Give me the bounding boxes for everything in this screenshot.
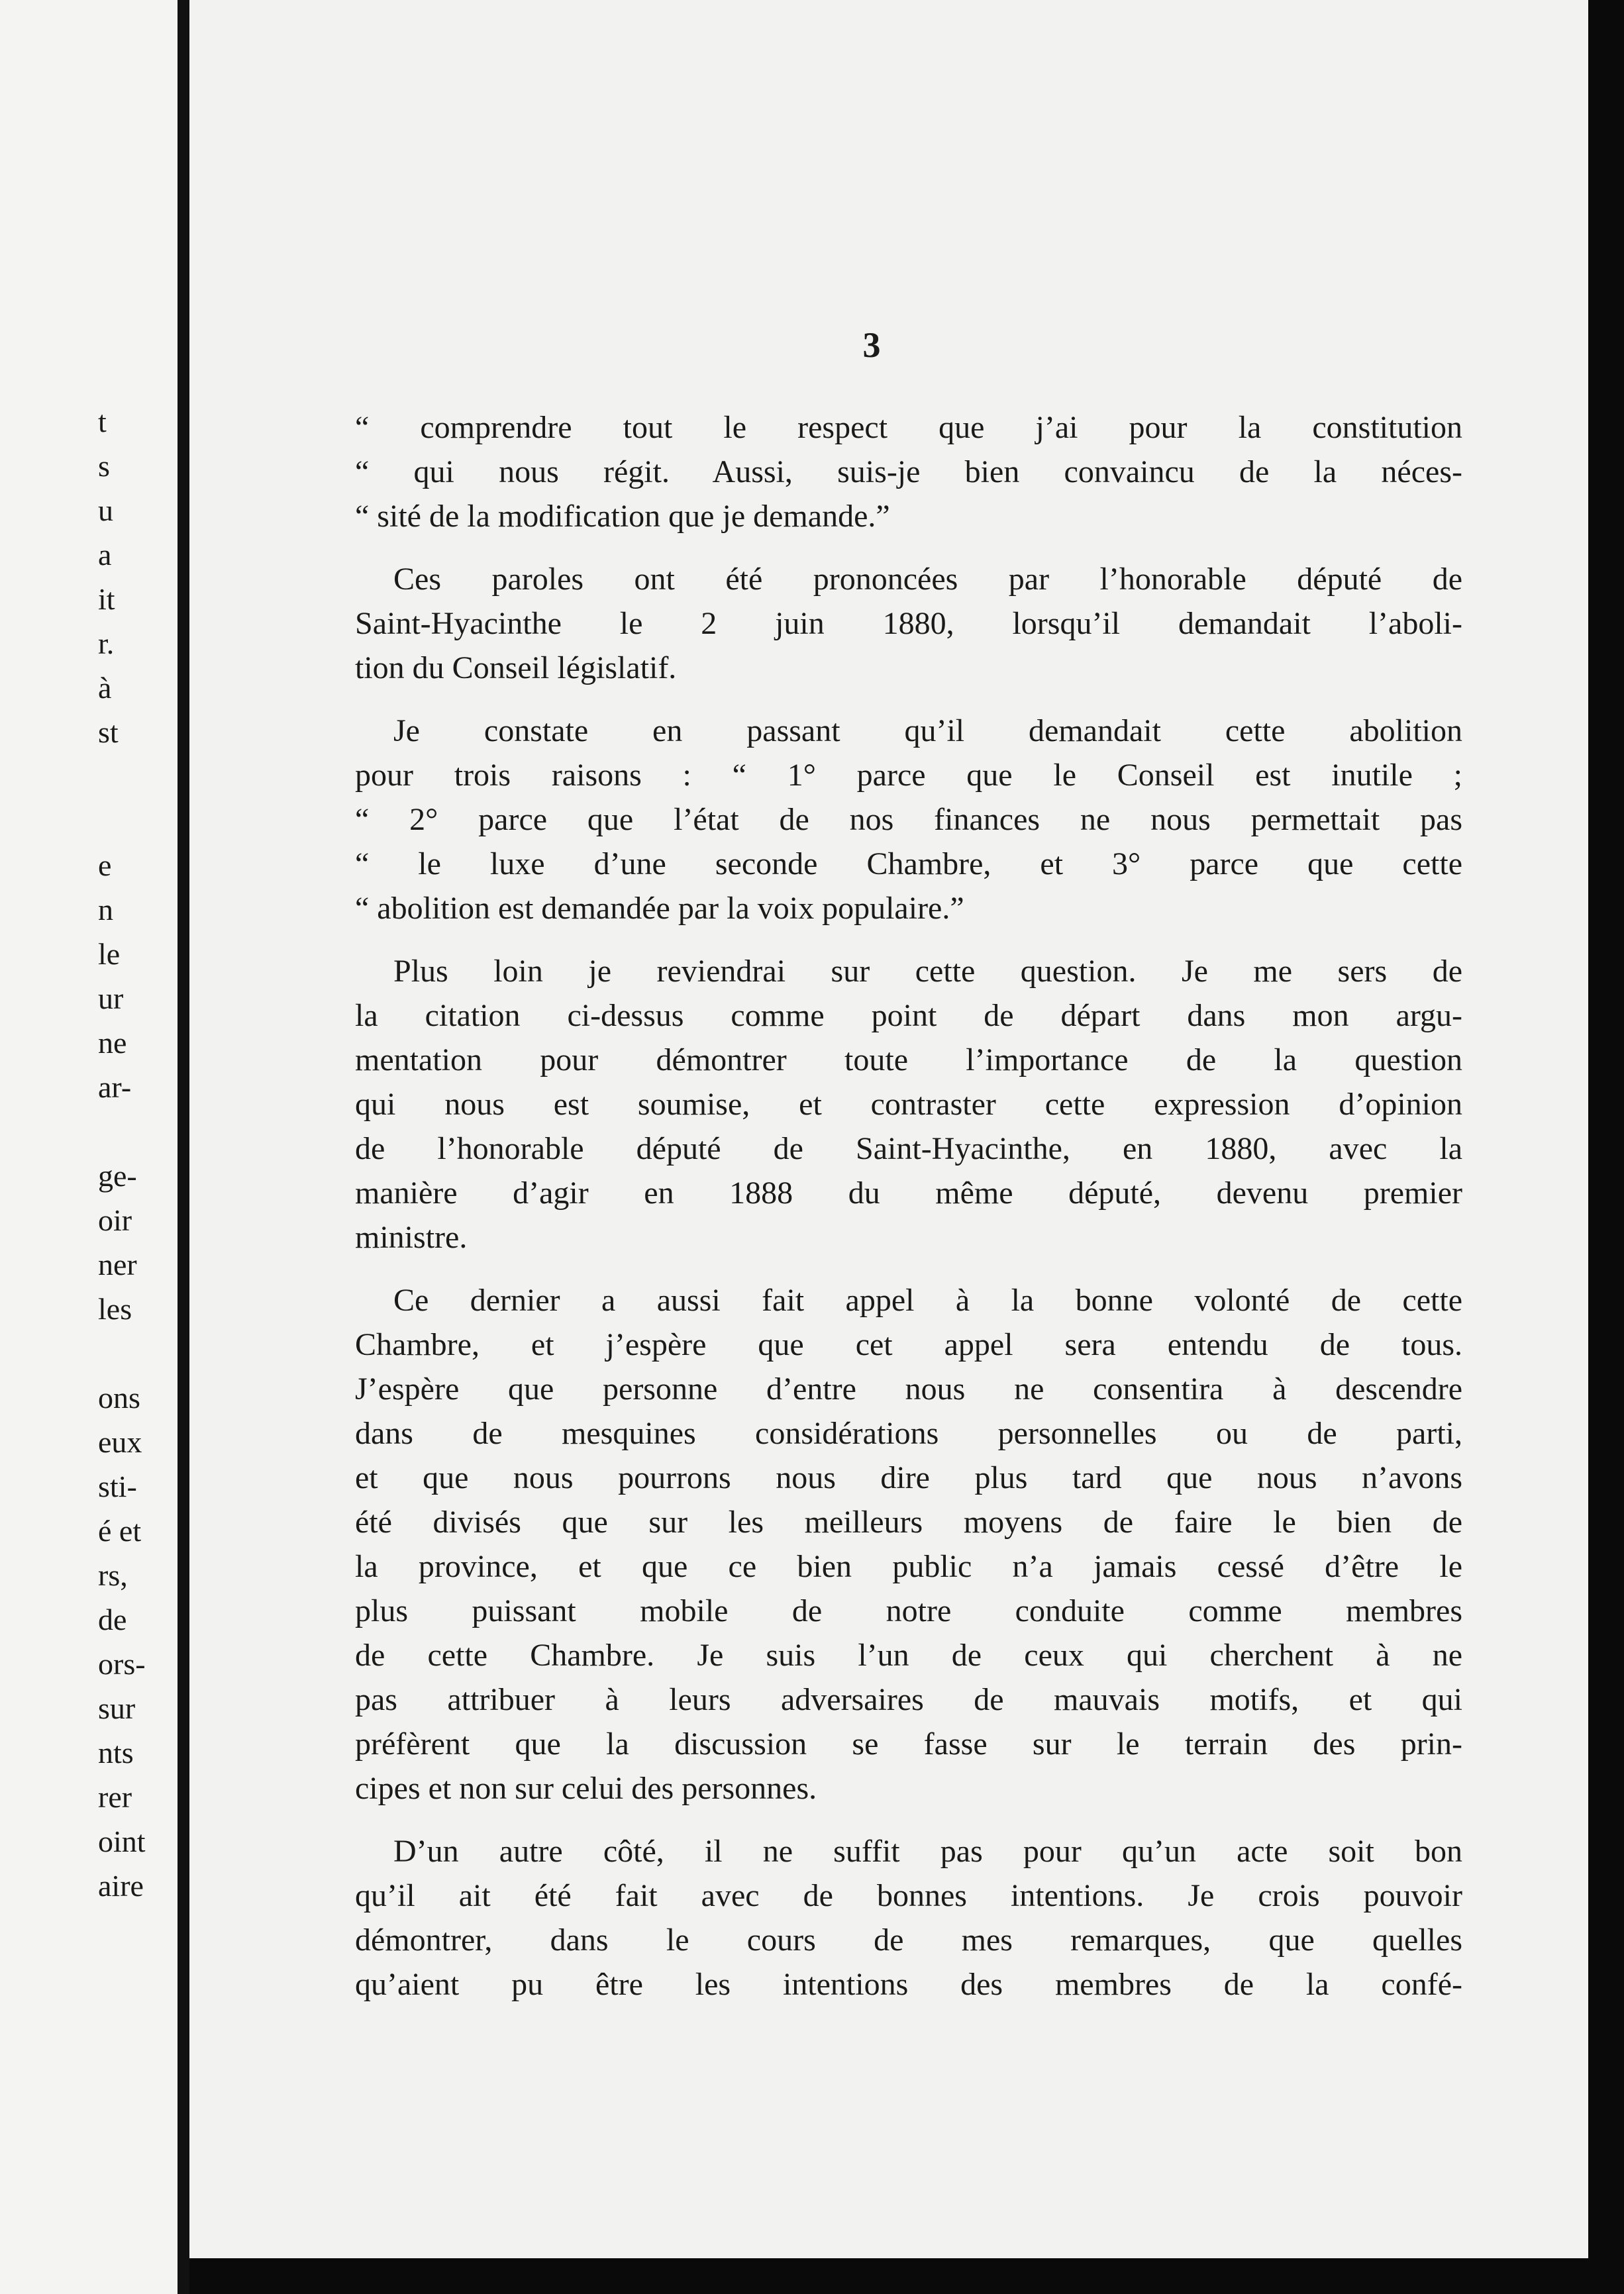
left-page-fragment: oint bbox=[98, 1824, 146, 1858]
left-page-fragment: le bbox=[98, 937, 121, 971]
text-line: “ qui nous régit. Aussi, suis-je bien convaincu de la néces- bbox=[355, 454, 1462, 489]
left-page-fragment: r. bbox=[98, 626, 115, 660]
text-line: préfèrent que la discussion se fasse sur le terrain des prin- bbox=[355, 1726, 1462, 1762]
left-page-fragment: rs, bbox=[98, 1558, 128, 1592]
text-line: cipes et non sur celui des personnes. bbox=[355, 1771, 817, 1806]
text-line: “ sité de la modification que je demande.” bbox=[355, 499, 890, 534]
text-line: la province, et que ce bien public n’a jamais cessé d’être le bbox=[355, 1549, 1462, 1584]
text-line: plus puissant mobile de notre conduite comme membres bbox=[355, 1593, 1462, 1628]
text-line: Je constate en passant qu’il demandait cette abolition bbox=[393, 713, 1462, 748]
text-line: de cette Chambre. Je suis l’un de ceux qui cherchent à ne bbox=[355, 1638, 1462, 1673]
text-line: tion du Conseil législatif. bbox=[355, 650, 677, 685]
paragraph-gap bbox=[355, 1260, 1462, 1278]
left-page-fragment: s bbox=[98, 449, 110, 483]
text-line: “ 2° parce que l’état de nos finances ne nous permettait pas bbox=[355, 802, 1462, 837]
paragraph-gap bbox=[355, 930, 1462, 949]
text-line: Ces paroles ont été prononcées par l’honorable député de bbox=[393, 562, 1462, 597]
text-line: “ comprendre tout le respect que j’ai pour la constitution bbox=[355, 410, 1462, 445]
page-number: 3 bbox=[862, 325, 881, 365]
paragraph-gap bbox=[355, 538, 1462, 557]
left-page-fragment: ge- bbox=[98, 1159, 137, 1193]
left-page-fragment: it bbox=[98, 582, 115, 616]
text-line: démontrer, dans le cours de mes remarques, que quelles bbox=[355, 1922, 1462, 1958]
text-line: de l’honorable député de Saint-Hyacinthe, en 1880, avec la bbox=[355, 1131, 1462, 1166]
left-page-fragment: sur bbox=[98, 1691, 136, 1725]
left-page-fragment: ne bbox=[98, 1026, 127, 1060]
left-page-fragment: u bbox=[98, 493, 113, 527]
text-line: D’un autre côté, il ne suffit pas pour qu’un acte soit bon bbox=[393, 1834, 1462, 1869]
document-page bbox=[189, 0, 1588, 2258]
left-page-fragment: ner bbox=[98, 1248, 137, 1281]
left-page-fragment: à bbox=[98, 671, 112, 705]
book-gutter bbox=[178, 0, 189, 2294]
left-page-fragment: a bbox=[98, 538, 112, 572]
left-page-fragment: eux bbox=[98, 1425, 142, 1459]
left-page-fragment: st bbox=[98, 715, 119, 749]
paragraph bbox=[355, 1829, 1462, 2007]
left-page-fragment: e bbox=[98, 848, 112, 882]
left-page-fragment: n bbox=[98, 893, 113, 926]
text-line: qui nous est soumise, et contraster cette expression d’opinion bbox=[355, 1087, 1462, 1122]
text-line: la citation ci-dessus comme point de départ dans mon argu- bbox=[355, 998, 1462, 1033]
scan-border-bottom bbox=[189, 2258, 1588, 2294]
text-line: Plus loin je reviendrai sur cette question. Je me sers de bbox=[393, 954, 1462, 989]
text-line: ministre. bbox=[355, 1220, 468, 1255]
text-line: J’espère que personne d’entre nous ne consentira à descendre bbox=[355, 1371, 1462, 1407]
paragraph bbox=[355, 709, 1462, 930]
left-page-fragment: ons bbox=[98, 1381, 140, 1415]
text-line: été divisés que sur les meilleurs moyens de faire le bien de bbox=[355, 1505, 1462, 1540]
paragraph bbox=[355, 949, 1462, 1260]
paragraph bbox=[355, 405, 1462, 538]
text-line: pas attribuer à leurs adversaires de mauvais motifs, et qui bbox=[355, 1682, 1462, 1717]
left-page-fragment: ors- bbox=[98, 1647, 146, 1681]
text-line: qu’il ait été fait avec de bonnes intentions. Je crois pouvoir bbox=[355, 1878, 1462, 1913]
left-page-fragment: t bbox=[98, 405, 107, 438]
left-page-fragment: rer bbox=[98, 1780, 132, 1814]
body-text bbox=[355, 405, 1462, 2007]
left-page-fragment: aire bbox=[98, 1869, 144, 1903]
left-page-fragment: les bbox=[98, 1292, 132, 1326]
text-line: “ abolition est demandée par la voix populaire.” bbox=[355, 891, 964, 926]
left-page-fragment: oir bbox=[98, 1203, 132, 1237]
paragraph bbox=[355, 1278, 1462, 1811]
paragraph bbox=[355, 557, 1462, 690]
text-line: dans de mesquines considérations personnelles ou de parti, bbox=[355, 1416, 1462, 1451]
text-line: Chambre, et j’espère que cet appel sera entendu de tous. bbox=[355, 1327, 1462, 1362]
text-line: pour trois raisons : “ 1° parce que le Conseil est inutile ; bbox=[355, 758, 1462, 793]
left-page-fragment: ur bbox=[98, 981, 124, 1015]
text-line: “ le luxe d’une seconde Chambre, et 3° parce que cette bbox=[355, 846, 1462, 881]
text-line: mentation pour démontrer toute l’importance de la question bbox=[355, 1042, 1462, 1077]
text-line: qu’aient pu être les intentions des membres de la confé- bbox=[355, 1967, 1462, 2002]
previous-page-fragment bbox=[0, 0, 178, 2294]
paragraph-gap bbox=[355, 690, 1462, 709]
left-page-fragment: sti- bbox=[98, 1470, 137, 1503]
left-page-fragment: é et bbox=[98, 1514, 142, 1548]
text-line: manière d’agir en 1888 du même député, devenu premier bbox=[355, 1175, 1462, 1211]
text-line: et que nous pourrons nous dire plus tard que nous n’avons bbox=[355, 1460, 1462, 1495]
paragraph-gap bbox=[355, 1811, 1462, 1829]
text-line: Ce dernier a aussi fait appel à la bonne volonté de cette bbox=[393, 1283, 1462, 1318]
text-line: Saint-Hyacinthe le 2 juin 1880, lorsqu’il demandait l’aboli- bbox=[355, 606, 1462, 641]
left-page-fragment: nts bbox=[98, 1736, 134, 1770]
left-page-fragment: de bbox=[98, 1603, 127, 1636]
left-page-fragment: ar- bbox=[98, 1070, 132, 1104]
scan-border-right bbox=[1588, 0, 1624, 2294]
